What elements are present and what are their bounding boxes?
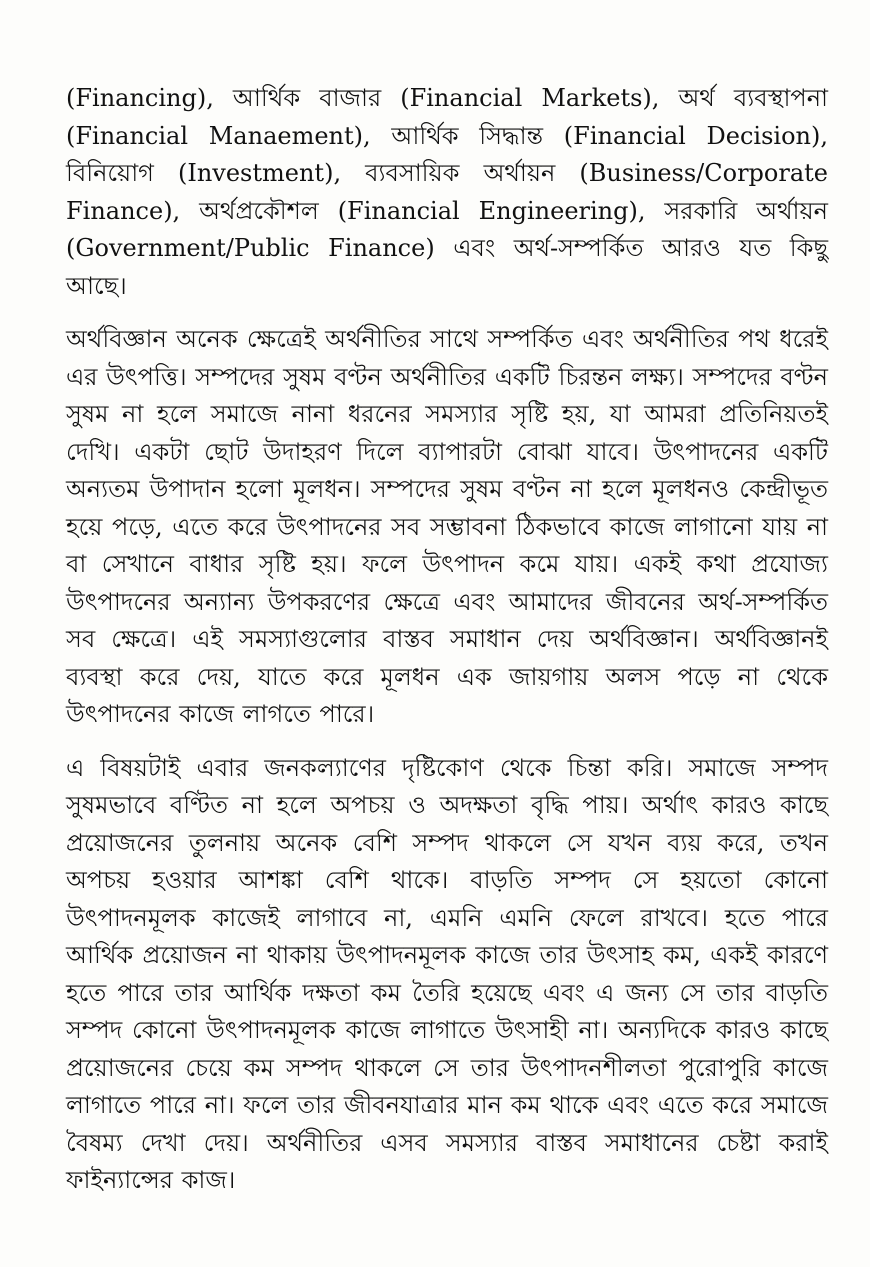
paragraph-3: এ বিষয়টাই এবার জনকল্যাণের দৃষ্টিকোণ থেকে চিন্তা করি। সমাজে সম্পদ সুষমভাবে বণ্টিত না হলে অপচয় ও অদক্ষতা বৃদ্ধি পায়। অর্থাৎ কারও কাছে প্রয়োজনের তুলনায় অনেক বেশি সম্পদ থাকলে সে যখন ব্যয় করে, তখন অপচয় হওয়ার আশঙ্কা বেশি থাকে। বাড়তি সম্পদ সে হয়তো কোনো উৎপাদনমূলক কাজেই লাগাবে না, এমনি এমনি ফেলে রাখবে। হতে পারে আর্থিক প্রয়োজন না থাকায় উৎপাদনমূলক কাজে তার উৎসাহ কম, একই কারণে হতে পারে তার আর্থিক দক্ষতা কম তৈরি হয়েছে এবং এ জন্য সে তার বাড়তি সম্পদ কোনো উৎপাদনমূলক কাজে লাগাতে উৎসাহী না। অন্যদিকে কারও কাছে প্রয়োজনের চেয়ে কম সম্পদ থাকলে সে তার উৎপাদনশীলতা পুরোপুরি কাজে লাগাতে পারে না। ফলে তার জীবনযাত্রার মান কম থাকে এবং এতে করে সমাজে বৈষম্য দেখা দেয়। অর্থনীতির এসব সমস্যার বাস্তব সমাধানের চেষ্টা করাই ফাইন্যান্সের কাজ। bbox=[66, 753, 828, 1194]
paragraph-2: অর্থবিজ্ঞান অনেক ক্ষেত্রেই অর্থনীতির সাথে সম্পর্কিত এবং অর্থনীতির পথ ধরেই এর উৎপত্তি। সম্পদের সুষম বণ্টন অর্থনীতির একটি চিরন্তন লক্ষ্য। সম্পদের বণ্টন সুষম না হলে সমাজে নানা ধরনের সমস্যার সৃষ্টি হয়, যা আমরা প্রতিনিয়তই দেখি। একটা ছোট উদাহরণ দিলে ব্যাপারটা বোঝা যাবে। উৎপাদনের একটি অন্যতম উপাদান হলো মূলধন। সম্পদের সুষম বণ্টন না হলে মূলধনও কেন্দ্রীভূত হয়ে পড়ে, এতে করে উৎপাদনের সব সম্ভাবনা ঠিকভাবে কাজে লাগানো যায় না বা সেখানে বাধার সৃষ্টি হয়। ফলে উৎপাদন কমে যায়। একই কথা প্রযোজ্য উৎপাদনের অন্যান্য উপকরণের ক্ষেত্রে এবং আমাদের জীবনের অর্থ-সম্পর্কিত সব ক্ষেত্রে। এই সমস্যাগুলোর বাস্তব সমাধান দেয় অর্থবিজ্ঞান। অর্থবিজ্ঞানই ব্যবস্থা করে দেয়, যাতে করে মূলধন এক জায়গায় অলস পড়ে না থেকে উৎপাদনের কাজে লাগতে পারে। bbox=[66, 325, 828, 728]
paragraph-1: (Financing), আর্থিক বাজার (Financial Markets), অর্থ ব্যবস্থাপনা (Financial Manaement), আর্থিক সিদ্ধান্ত (Financial Decision), বিনিয়োগ (Investment), ব্যবসায়িক অর্থায়ন (Business/Corporate Finance), অর্থপ্রকৌশল (Financial Engineering), সরকারি অর্থায়ন (Government/Public Finance) এবং অর্থ-সম্পর্কিত আরও যত কিছু আছে। bbox=[66, 84, 828, 300]
